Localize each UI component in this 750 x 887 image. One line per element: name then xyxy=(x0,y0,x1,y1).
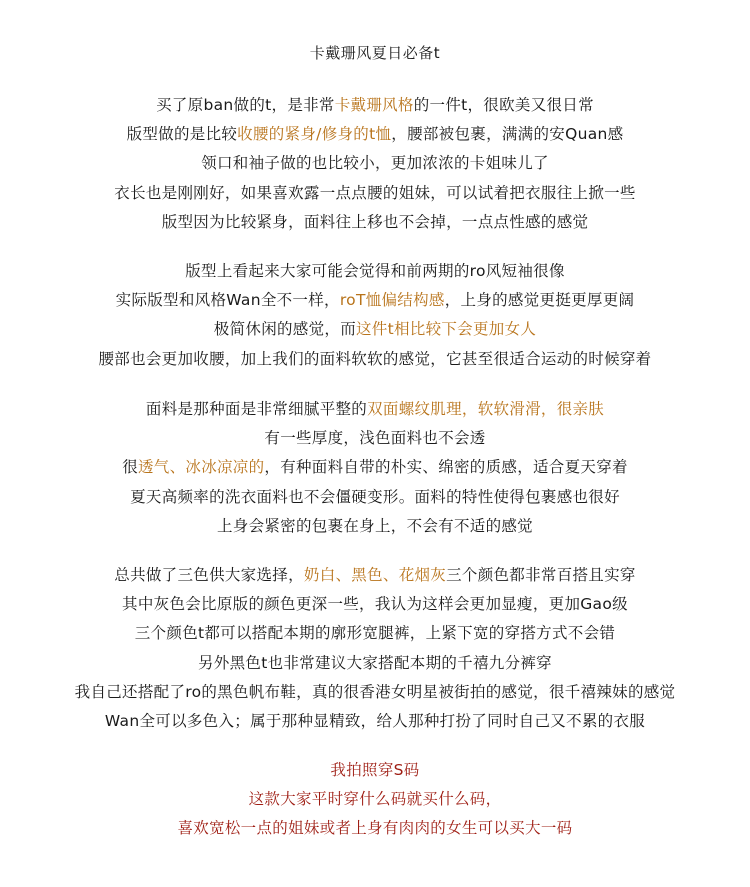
text-line: 版型因为比较紧身，面料往上移也不会掉，一点点性感的感觉 xyxy=(161,212,589,231)
text-line xyxy=(0,561,750,590)
size-note-line: 我拍照穿S码 xyxy=(330,761,420,779)
highlight-text: 透气、冰冰凉凉的 xyxy=(138,458,265,477)
text-segment: 三个颜色都非常百搭且实穿 xyxy=(446,566,636,584)
text-segment: 版型做的是比较 xyxy=(126,125,238,144)
text-line xyxy=(0,453,750,482)
highlight-text: roT恤偏结构感 xyxy=(339,291,445,310)
text-line: 有一些厚度，浅色面料也不会透 xyxy=(264,429,486,448)
text-line: 上身会紧密的包裹在身上，不会有不适的感觉 xyxy=(216,516,533,535)
highlight-text: 这件t相比较下会更加女人 xyxy=(356,320,537,339)
text-line: 版型上看起来大家可能会觉得和前两期的ro风短袖很像 xyxy=(185,262,565,280)
text-line xyxy=(0,395,750,424)
text-segment: ，腰部被包裹，满满的安Quan感 xyxy=(391,125,624,144)
text-line: 另外黑色t也非常建议大家搭配本期的千禧九分裤穿 xyxy=(198,653,552,672)
size-note-line: 喜欢宽松一点的姐妹或者上身有肉肉的女生可以买大一码 xyxy=(177,819,573,838)
text-line: Wan全可以多色入；属于那种显精致，给人那种打扮了同时自己又不累的衣服 xyxy=(104,712,646,731)
highlight-text: 卡戴珊风格 xyxy=(334,96,414,114)
text-line: 夏天高频率的洗衣面料也不会僵硬变形。面料的特性使得包裹感也很好 xyxy=(130,487,620,506)
text-line xyxy=(0,91,750,120)
paragraph-colors xyxy=(0,561,750,736)
text-line: 腰部也会更加收腰，加上我们的面料软软的感觉，它甚至很适合运动的时候穿着 xyxy=(98,349,652,368)
highlight-text: 双面螺纹肌理，软软滑滑，很亲肤 xyxy=(367,400,605,418)
text-line xyxy=(0,315,750,344)
text-segment: 总共做了三色供大家选择， xyxy=(114,566,304,584)
paragraph-fit xyxy=(0,91,750,237)
page-title: 卡戴珊风夏日必备t xyxy=(309,44,441,62)
text-segment: 很 xyxy=(122,458,138,477)
text-segment: 面料是那种面是非常细腻平整的 xyxy=(145,400,368,418)
text-line: 领口和袖子做的也比较小，更加浓浓的卡姐味儿了 xyxy=(201,154,549,173)
text-segment: 买了原ban做的t，是非常 xyxy=(156,96,335,114)
paragraph-fabric xyxy=(0,395,750,541)
highlight-text: 奶白、黑色、花烟灰 xyxy=(303,566,447,584)
highlight-text: 收腰的紧身/修身的t恤 xyxy=(237,125,392,144)
text-segment: 的一件t，很欧美又很日常 xyxy=(413,96,594,114)
text-line xyxy=(0,286,750,315)
paragraph-size-note xyxy=(0,756,750,844)
paragraph-style xyxy=(0,257,750,374)
text-segment: ，有种面料自带的朴实、绵密的质感，适合夏天穿着 xyxy=(264,458,628,477)
text-segment: 极简休闲的感觉，而 xyxy=(213,320,356,339)
text-line: 三个颜色t都可以搭配本期的廓形宽腿裤，上紧下宽的穿搭方式不会错 xyxy=(134,624,616,643)
text-line: 我自己还搭配了ro的黑色帆布鞋，真的很香港女明星被街拍的感觉，很千禧辣妹的感觉 xyxy=(74,682,676,701)
text-segment: 实际版型和风格Wan全不一样， xyxy=(115,291,340,310)
text-line: 其中灰色会比原版的颜色更深一些，我认为这样会更加显瘦，更加Gao级 xyxy=(122,595,628,614)
text-segment: ，上身的感觉更挺更厚更阔 xyxy=(444,291,635,310)
text-line: 衣长也是刚刚好，如果喜欢露一点点腰的姐妹，可以试着把衣服往上掀一些 xyxy=(114,183,636,202)
size-note-line: 这款大家平时穿什么码就买什么码， xyxy=(248,790,502,809)
text-line xyxy=(0,120,750,149)
